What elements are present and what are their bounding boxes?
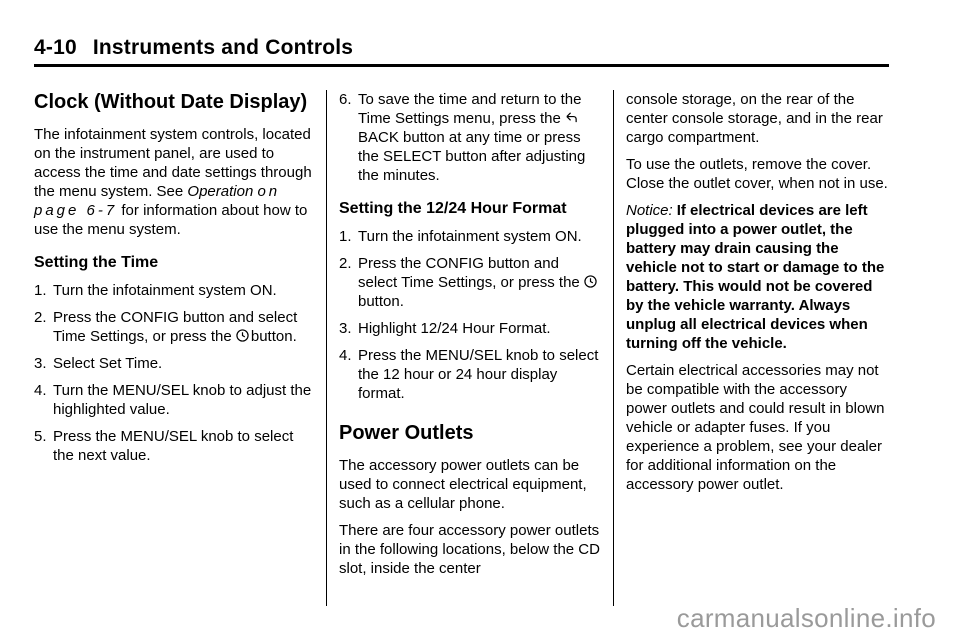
power-paragraph-1: The accessory power outlets can be used to connect electrical equipment, such as a cellular phone. (339, 457, 587, 512)
notice-paragraph (626, 201, 891, 353)
step-number: 1. (339, 228, 352, 245)
xref-page: on page 6-7 (34, 183, 281, 219)
step-number: 3. (339, 320, 352, 337)
xref-word: Operation (187, 183, 254, 200)
column-divider (326, 90, 327, 606)
step-text: Turn the infotainment system ON. (53, 282, 277, 299)
step-text: Press the MENU/SEL knob to select the 12 hour or 24 hour display format. (358, 347, 599, 402)
notice-text: If electrical devices are left plugged into a power outlet, the battery may drain causing the vehicle not to start or damage to the battery. This would not be covered by the vehicle warranty. Always unplug all electrical devices when turning off the vehicle. (626, 202, 885, 352)
step-text (358, 90, 601, 185)
step-text (358, 254, 601, 311)
step-number: 4. (339, 347, 352, 364)
step-number: 5. (34, 428, 47, 445)
step-text: Turn the MENU/SEL knob to adjust the highlighted value. (53, 382, 312, 418)
list-item (339, 319, 601, 338)
clock-icon (236, 329, 249, 342)
page-header (34, 36, 353, 60)
list-item (34, 381, 316, 419)
column-3 (626, 90, 891, 502)
outlet-locations-paragraph: console storage, on the rear of the center console storage, and in the rear cargo compartment. (626, 91, 883, 146)
step-number: 6. (339, 91, 352, 108)
list-item (34, 281, 316, 300)
step-number: 2. (339, 255, 352, 272)
step-post-text: button. (250, 328, 297, 345)
step-pre-text: Press the CONFIG button and select Time Settings, or press the (358, 255, 580, 291)
step-pre-text: To save the time and return to the Time Settings menu, press the (358, 91, 582, 127)
page-number: 4-10 (34, 36, 77, 59)
step-pre-text: Press the CONFIG button and select Time Settings, or press the (53, 309, 298, 345)
clock-icon (584, 275, 597, 288)
column-divider (613, 90, 614, 606)
step-number: 2. (34, 309, 47, 326)
step-number: 3. (34, 355, 47, 372)
step-number: 4. (34, 382, 47, 399)
step-post-text: button. (358, 293, 404, 310)
power-paragraph-2: There are four accessory power outlets in the following locations, below the CD slot, inside the center (339, 522, 600, 577)
clock-section-title: Clock (Without Date Display) (34, 91, 308, 113)
step-text: Select Set Time. (53, 355, 163, 372)
column-1 (34, 90, 316, 473)
clock-intro-paragraph (34, 125, 316, 239)
list-item (339, 90, 601, 185)
step-number: 1. (34, 282, 47, 299)
intro-after-text: for information about how to use the menu system. (34, 202, 308, 238)
header-rule (34, 64, 889, 67)
step-text: Highlight 12/24 Hour Format. (358, 320, 551, 337)
set-time-heading: Setting the Time (34, 254, 159, 271)
compatibility-paragraph: Certain electrical accessories may not be compatible with the accessory power outlets and could result in blown vehicle or adapter fuses. If you experience a problem, see your dealer for additional information on the accessory power outlet. (626, 362, 885, 493)
step-text: Press the MENU/SEL knob to select the next value. (53, 428, 294, 464)
notice-label: Notice: (626, 202, 673, 219)
format-heading: Setting the 12/24 Hour Format (339, 200, 567, 217)
watermark: carmanualsonline.info (676, 603, 936, 633)
step-text (53, 308, 316, 346)
list-item (339, 346, 601, 403)
back-arrow-icon (565, 111, 578, 124)
list-item (34, 354, 316, 373)
power-outlets-title: Power Outlets (339, 422, 474, 444)
list-item (34, 308, 316, 346)
column-2 (339, 90, 601, 586)
step-post-text: BACK button at any time or press the SELECT button after adjusting the minutes. (358, 129, 586, 184)
outlet-usage-paragraph: To use the outlets, remove the cover. Close the outlet cover, when not in use. (626, 156, 888, 192)
list-item (339, 227, 601, 246)
chapter-title: Instruments and Controls (92, 36, 354, 59)
intro-text: The infotainment system controls, located on the instrument panel, are used to access the time and date settings through the menu system. See (34, 126, 312, 200)
list-item (339, 254, 601, 311)
list-item (34, 427, 316, 465)
step-text: Turn the infotainment system ON. (358, 228, 582, 245)
